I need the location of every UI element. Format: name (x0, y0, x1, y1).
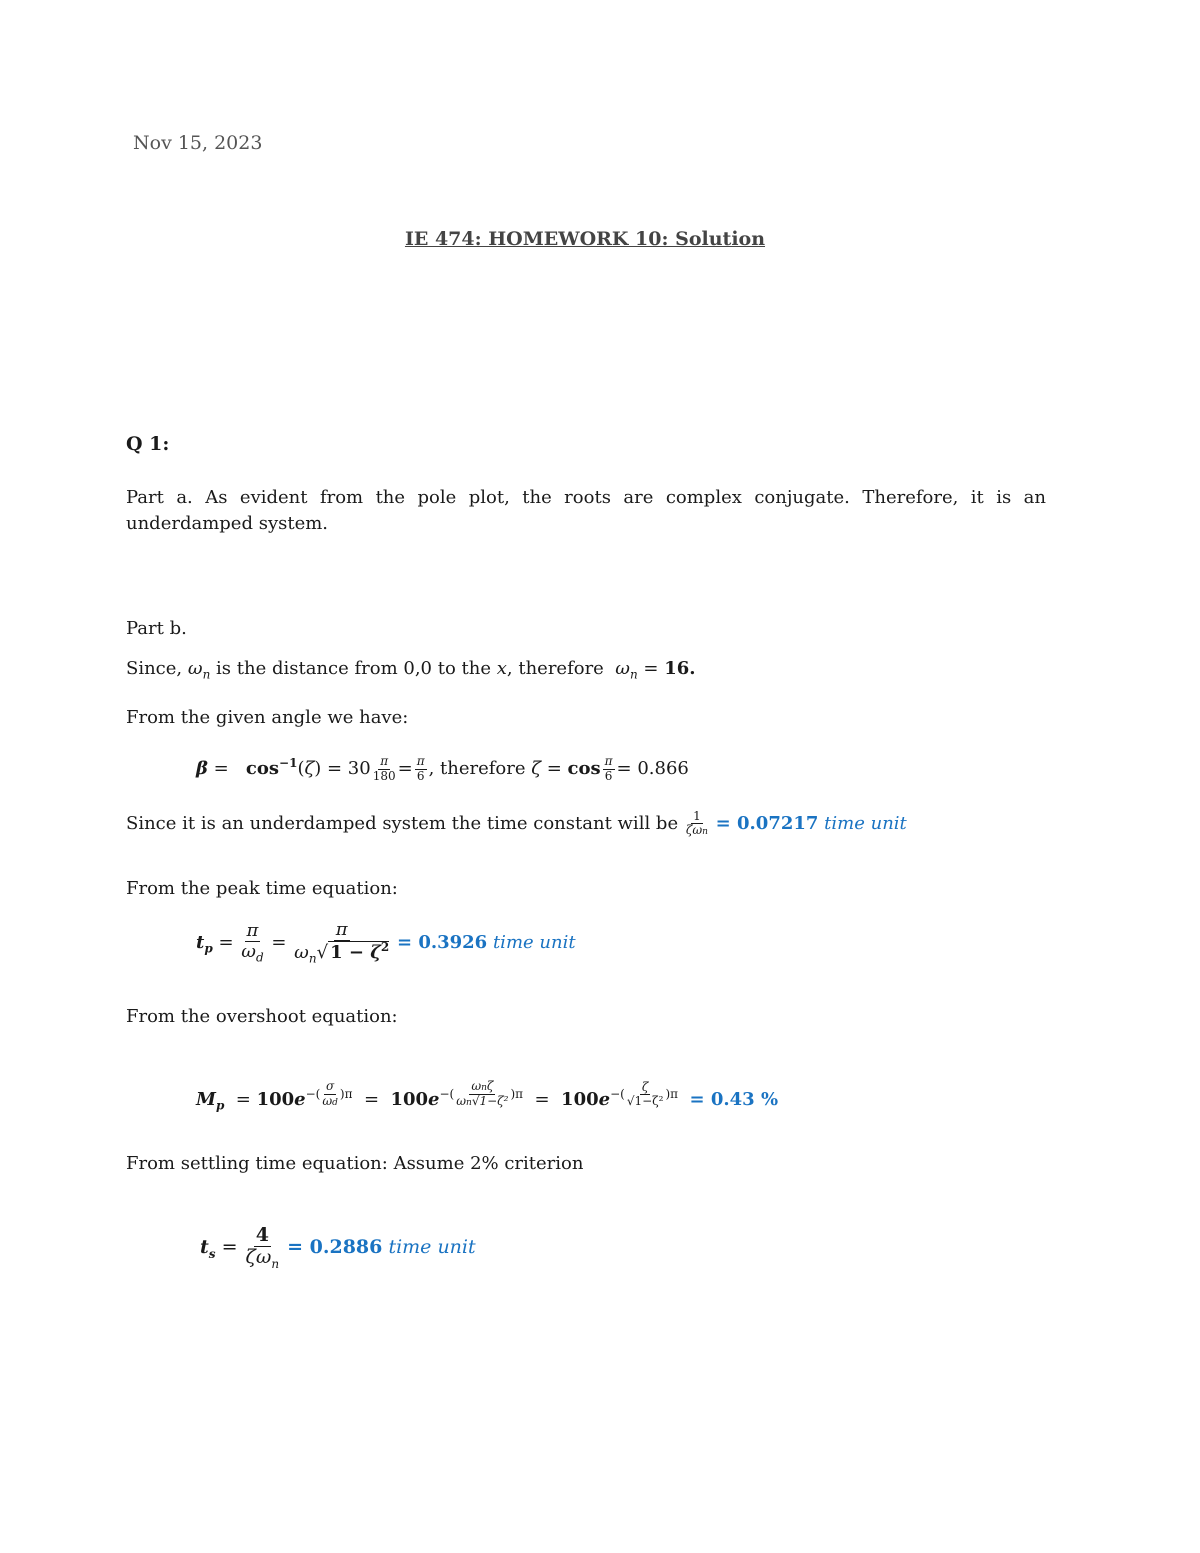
from-angle-text: From the given angle we have: (126, 707, 409, 728)
peak-time-equation: $t_p$ = $\frac{\pi}{\omega_d}$ = $\frac{\pi}{\omega_n√ 1 - \zeta^2}$ = 0.3926 time unit (196, 919, 576, 966)
question-label: Q 1: (126, 433, 170, 455)
part-b-label: Part b. (126, 618, 187, 639)
overshoot-equation: $M_p = 100e^{-( \frac{\sigma}{\omega d} )\pi} = 100e^{-( \frac{\text{ωnζ}}{\text{ωn√1−ζ²}} )\pi} = 100e^{-( \frac{\zeta}{\text{√1−ζ²}} )\pi} = 0.43$ % (196, 1079, 779, 1113)
settling-time-equation: $t_s$ = $\frac{4}{\zeta\omega_n}$ = 0.2886 time unit (200, 1224, 476, 1271)
document-date: Nov 15, 2023 (133, 132, 263, 154)
beta-equation: $\beta = \cos^{-1}(\zeta) = 30$ $\frac{\pi}{180}$ = $\frac{\pi}{6}$ , therefore ζ = cos $\frac{\pi}{6}$ = 0.866 (196, 754, 689, 783)
omega-n-symbol: $\omega_n$ (187, 658, 211, 682)
part-a-text: Part a. As evident from the pole plot, the roots are complex conjugate. Therefore, it is an underdamped system. (126, 487, 1046, 534)
settling-text: From settling time equation: Assume 2% criterion (126, 1153, 584, 1174)
overshoot-text: From the overshoot equation: (126, 1006, 398, 1027)
page-title: IE 474: HOMEWORK 10: Solution (404, 228, 766, 250)
wn-statement: Since, $\omega_n$ is the distance from 0,0 to the x, therefore $\omega_n = 16$. (126, 658, 696, 682)
time-constant-line: Since it is an underdamped system the time constant will be $\frac{1}{\text{ζωn}}$ = 0.07217 time unit (126, 809, 907, 838)
peak-time-text: From the peak time equation: (126, 878, 398, 899)
